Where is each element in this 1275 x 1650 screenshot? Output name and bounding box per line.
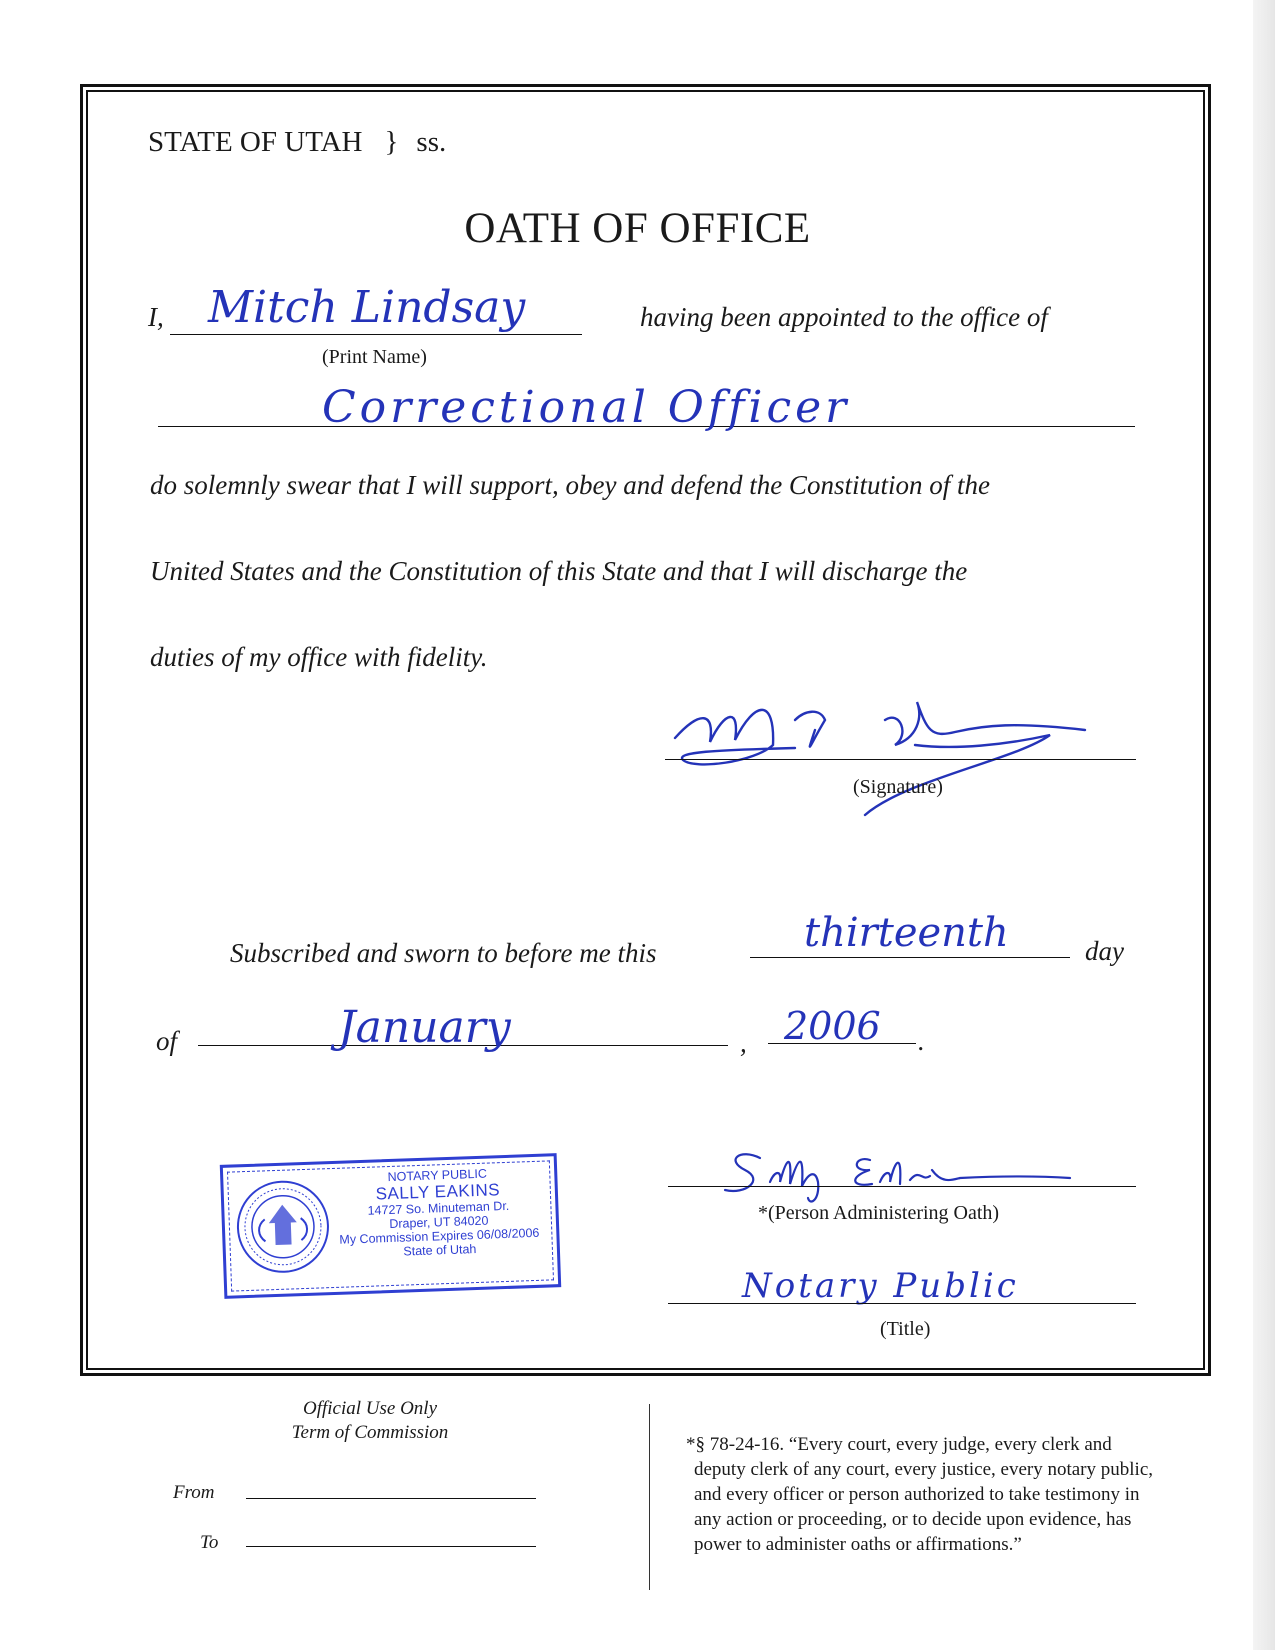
stamp-line-4: Draper, UT 84020 [389,1213,489,1232]
state-seal-icon [233,1177,332,1276]
footnote-line-2: deputy clerk of any court, every justice, every notary public, [694,1459,1153,1480]
ss-label: ss. [416,126,447,158]
footnote-line-4: any action or proceeding, or to decide upon evidence, has [694,1509,1132,1530]
stamp-notary-name: SALLY EAKINS [375,1180,501,1204]
handwritten-office: Correctional Officer [322,382,851,433]
document-title: OATH OF OFFICE [464,205,811,252]
section-divider [649,1404,650,1590]
to-line [246,1546,536,1547]
stamp-line-3: 14727 So. Minuteman Dr. [367,1198,510,1218]
stamp-text-block [323,1164,554,1261]
handwritten-name: Mitch Lindsay [208,282,526,333]
footnote-line-1: *§ 78-24-16. “Every court, every judge, every clerk and [686,1434,1112,1455]
day-line [750,957,1070,958]
notary-stamp [220,1153,561,1299]
signature-label: (Signature) [853,776,943,798]
title-line [668,1303,1136,1304]
statute-footnote [686,1432,1153,1557]
stamp-line-5: My Commission Expires 06/08/2006 [339,1225,540,1247]
brace-symbol: } [384,126,399,158]
footnote-line-3: and every officer or person authorized to take testimony in [694,1484,1140,1505]
of-label: of [156,1026,178,1056]
signature-line [665,759,1136,760]
stamp-line-6: State of Utah [403,1242,477,1259]
officer-signature [655,690,1095,840]
footnote-line-5: power to administer oaths or affirmations.” [694,1534,1022,1555]
subscribed-text: Subscribed and sworn to before me this [230,938,657,968]
notary-signature [720,1140,1080,1210]
handwritten-year: 2006 [784,1004,881,1048]
administrator-label: *(Person Administering Oath) [758,1202,1000,1224]
handwritten-title: Notary Public [742,1266,1019,1306]
handwritten-month: January [338,1002,511,1053]
to-label: To [200,1532,219,1553]
handwritten-day: thirteenth [804,910,1009,956]
from-label: From [173,1482,215,1503]
state-name: STATE OF UTAH [148,126,363,158]
term-of-commission-heading: Term of Commission [291,1422,449,1443]
oath-line-1: do solemnly swear that I will support, obey and defend the Constitution of the [150,470,990,500]
i-prefix: I, [148,302,164,332]
oath-line-3: duties of my office with fidelity. [150,642,488,672]
period: . [918,1026,925,1056]
stamp-line-1: NOTARY PUBLIC [387,1166,488,1185]
name-line [170,334,582,335]
state-heading [148,126,446,159]
comma: , [740,1028,747,1058]
oath-line-2: United States and the Constitution of this State and that I will discharge the [150,556,968,586]
print-name-label: (Print Name) [322,346,427,368]
administrator-line [668,1186,1136,1187]
day-label: day [1085,936,1124,966]
title-label: (Title) [880,1318,931,1340]
official-use-heading: Official Use Only [302,1398,438,1419]
from-line [246,1498,536,1499]
appointed-text: having been appointed to the office of [640,302,1048,332]
